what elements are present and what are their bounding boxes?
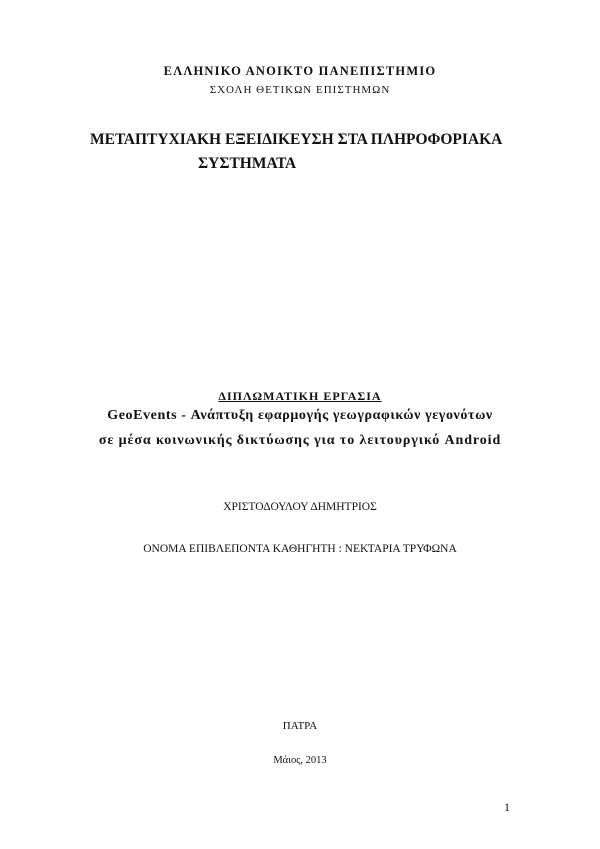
program-title-line-1: ΜΕΤΑΠΤΥΧΙΑΚΗ ΕΞΕΙΔΙΚΕΥΣΗ ΣΤΑ ΠΛΗΡΟΦΟΡΙΑΚΑ (90, 131, 503, 148)
author-name: ΧΡΙΣΤΟΔΟΥΛΟΥ ΔΗΜΗΤΡΙΟΣ (223, 501, 377, 513)
school-name: ΣΧΟΛΗ ΘΕΤΙΚΩΝ ΕΠΙΣΤΗΜΩΝ (209, 84, 391, 96)
city: ΠΑΤΡΑ (282, 720, 318, 732)
supervisor-line: ΟΝΟΜΑ ΕΠΙΒΛΕΠΟΝΤΑ ΚΑΘΗΓΗΤΗ : ΝΕΚΤΑΡΙΑ ΤΡΥΦΩΝΑ (143, 543, 457, 555)
university-name: ΕΛΛΗΝΙΚΟ ΑΝΟΙΚΤΟ ΠΑΝΕΠΙΣΤΗΜΙΟ (163, 64, 437, 78)
page-number: 1 (504, 800, 510, 814)
thesis-title-line-1: GeoEvents - Ανάπτυξη εφαρμογής γεωγραφικών γεγονότων (107, 408, 493, 423)
date: Μάιος, 2013 (273, 755, 327, 766)
program-title (90, 128, 550, 176)
program-title-line-2: ΣΥΣΤΗΜΑΤΑ (198, 155, 297, 172)
thesis-type: ΔΙΠΛΩΜΑΤΙΚΗ ΕΡΓΑΣΙΑ (218, 389, 382, 403)
thesis-title-line-2: σε μέσα κοινωνικής δικτύωσης για το λειτουργικό Android (98, 433, 502, 448)
